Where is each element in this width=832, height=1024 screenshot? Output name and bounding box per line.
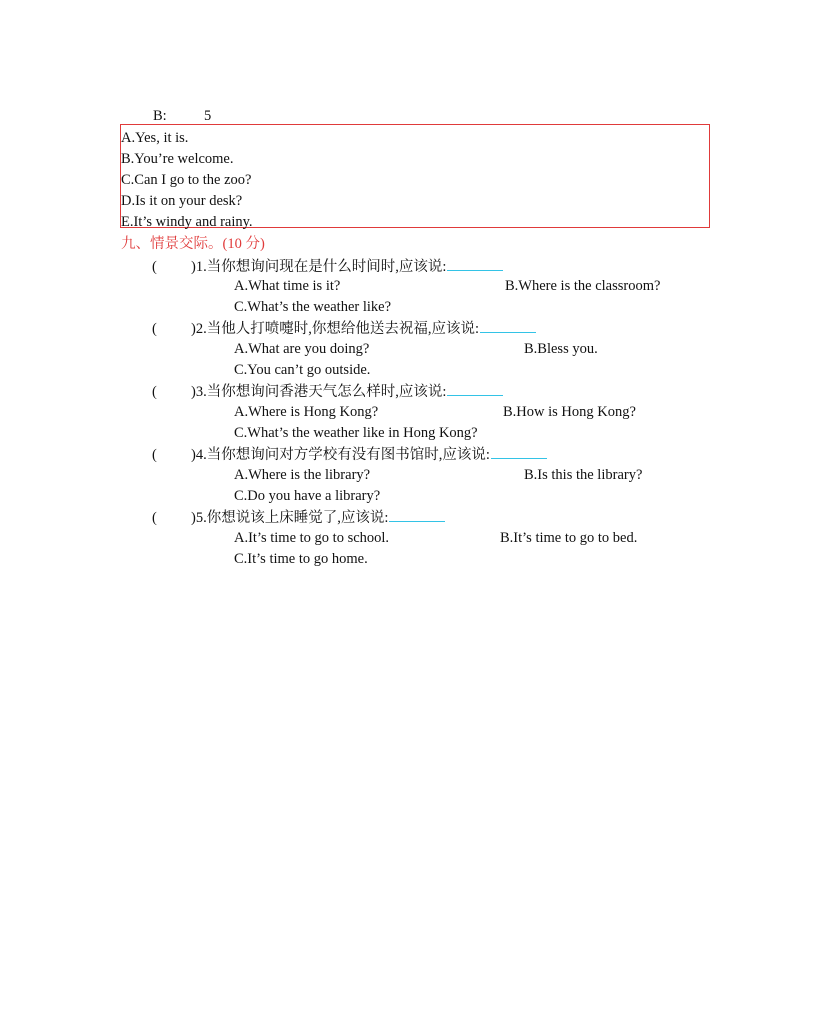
question-3-option-b: B.How is Hong Kong? — [503, 404, 636, 420]
answer-blank-3 — [447, 383, 503, 396]
question-5-option-b: B.It’s time to go to bed. — [500, 530, 638, 546]
question-3 — [191, 382, 503, 402]
question-2-option-a: A.What are you doing? — [234, 341, 370, 357]
question-4-option-a: A.Where is the library? — [234, 467, 371, 483]
question-4-stem: )4.当你想询问对方学校有没有图书馆时,应该说: — [191, 447, 490, 463]
option-a: A.Yes, it is. — [121, 130, 189, 146]
question-1-option-a: A.What time is it? — [234, 278, 341, 294]
question-3-option-c: C.What’s the weather like in Hong Kong? — [234, 425, 478, 441]
option-b: B.You’re welcome. — [121, 151, 234, 167]
question-4-option-b: B.Is this the library? — [524, 467, 643, 483]
question-5 — [191, 508, 445, 528]
question-1 — [191, 257, 503, 277]
question-2-option-b: B.Bless you. — [524, 341, 598, 357]
answer-paren-5: ( — [152, 510, 157, 526]
answer-blank-2 — [480, 320, 536, 333]
option-c: C.Can I go to the zoo? — [121, 172, 252, 188]
dialogue-speaker: B: — [153, 108, 167, 124]
answer-blank-4 — [491, 446, 547, 459]
question-1-option-c: C.What’s the weather like? — [234, 299, 392, 315]
answer-paren-3: ( — [152, 384, 157, 400]
question-5-option-a: A.It’s time to go to school. — [234, 530, 390, 546]
dialogue-number: 5 — [204, 108, 212, 124]
question-2-stem: )2.当他人打喷嚏时,你想给他送去祝福,应该说: — [191, 321, 479, 337]
question-5-stem: )5.你想说该上床睡觉了,应该说: — [191, 510, 389, 526]
option-d: D.Is it on your desk? — [121, 193, 243, 209]
section-title: 九、情景交际。(10 分) — [121, 236, 265, 252]
answer-paren-1: ( — [152, 259, 157, 275]
answer-blank-5 — [389, 509, 445, 522]
question-3-stem: )3.当你想询问香港天气怎么样时,应该说: — [191, 384, 447, 400]
answer-paren-4: ( — [152, 447, 157, 463]
question-5-option-c: C.It’s time to go home. — [234, 551, 368, 567]
answer-blank-1 — [447, 258, 503, 271]
question-4 — [191, 445, 547, 465]
question-2 — [191, 319, 536, 339]
question-1-stem: )1.当你想询问现在是什么时间时,应该说: — [191, 259, 447, 275]
option-e: E.It’s windy and rainy. — [121, 214, 253, 230]
question-4-option-c: C.Do you have a library? — [234, 488, 381, 504]
question-1-option-b: B.Where is the classroom? — [505, 278, 661, 294]
question-2-option-c: C.You can’t go outside. — [234, 362, 371, 378]
question-3-option-a: A.Where is Hong Kong? — [234, 404, 379, 420]
answer-paren-2: ( — [152, 321, 157, 337]
